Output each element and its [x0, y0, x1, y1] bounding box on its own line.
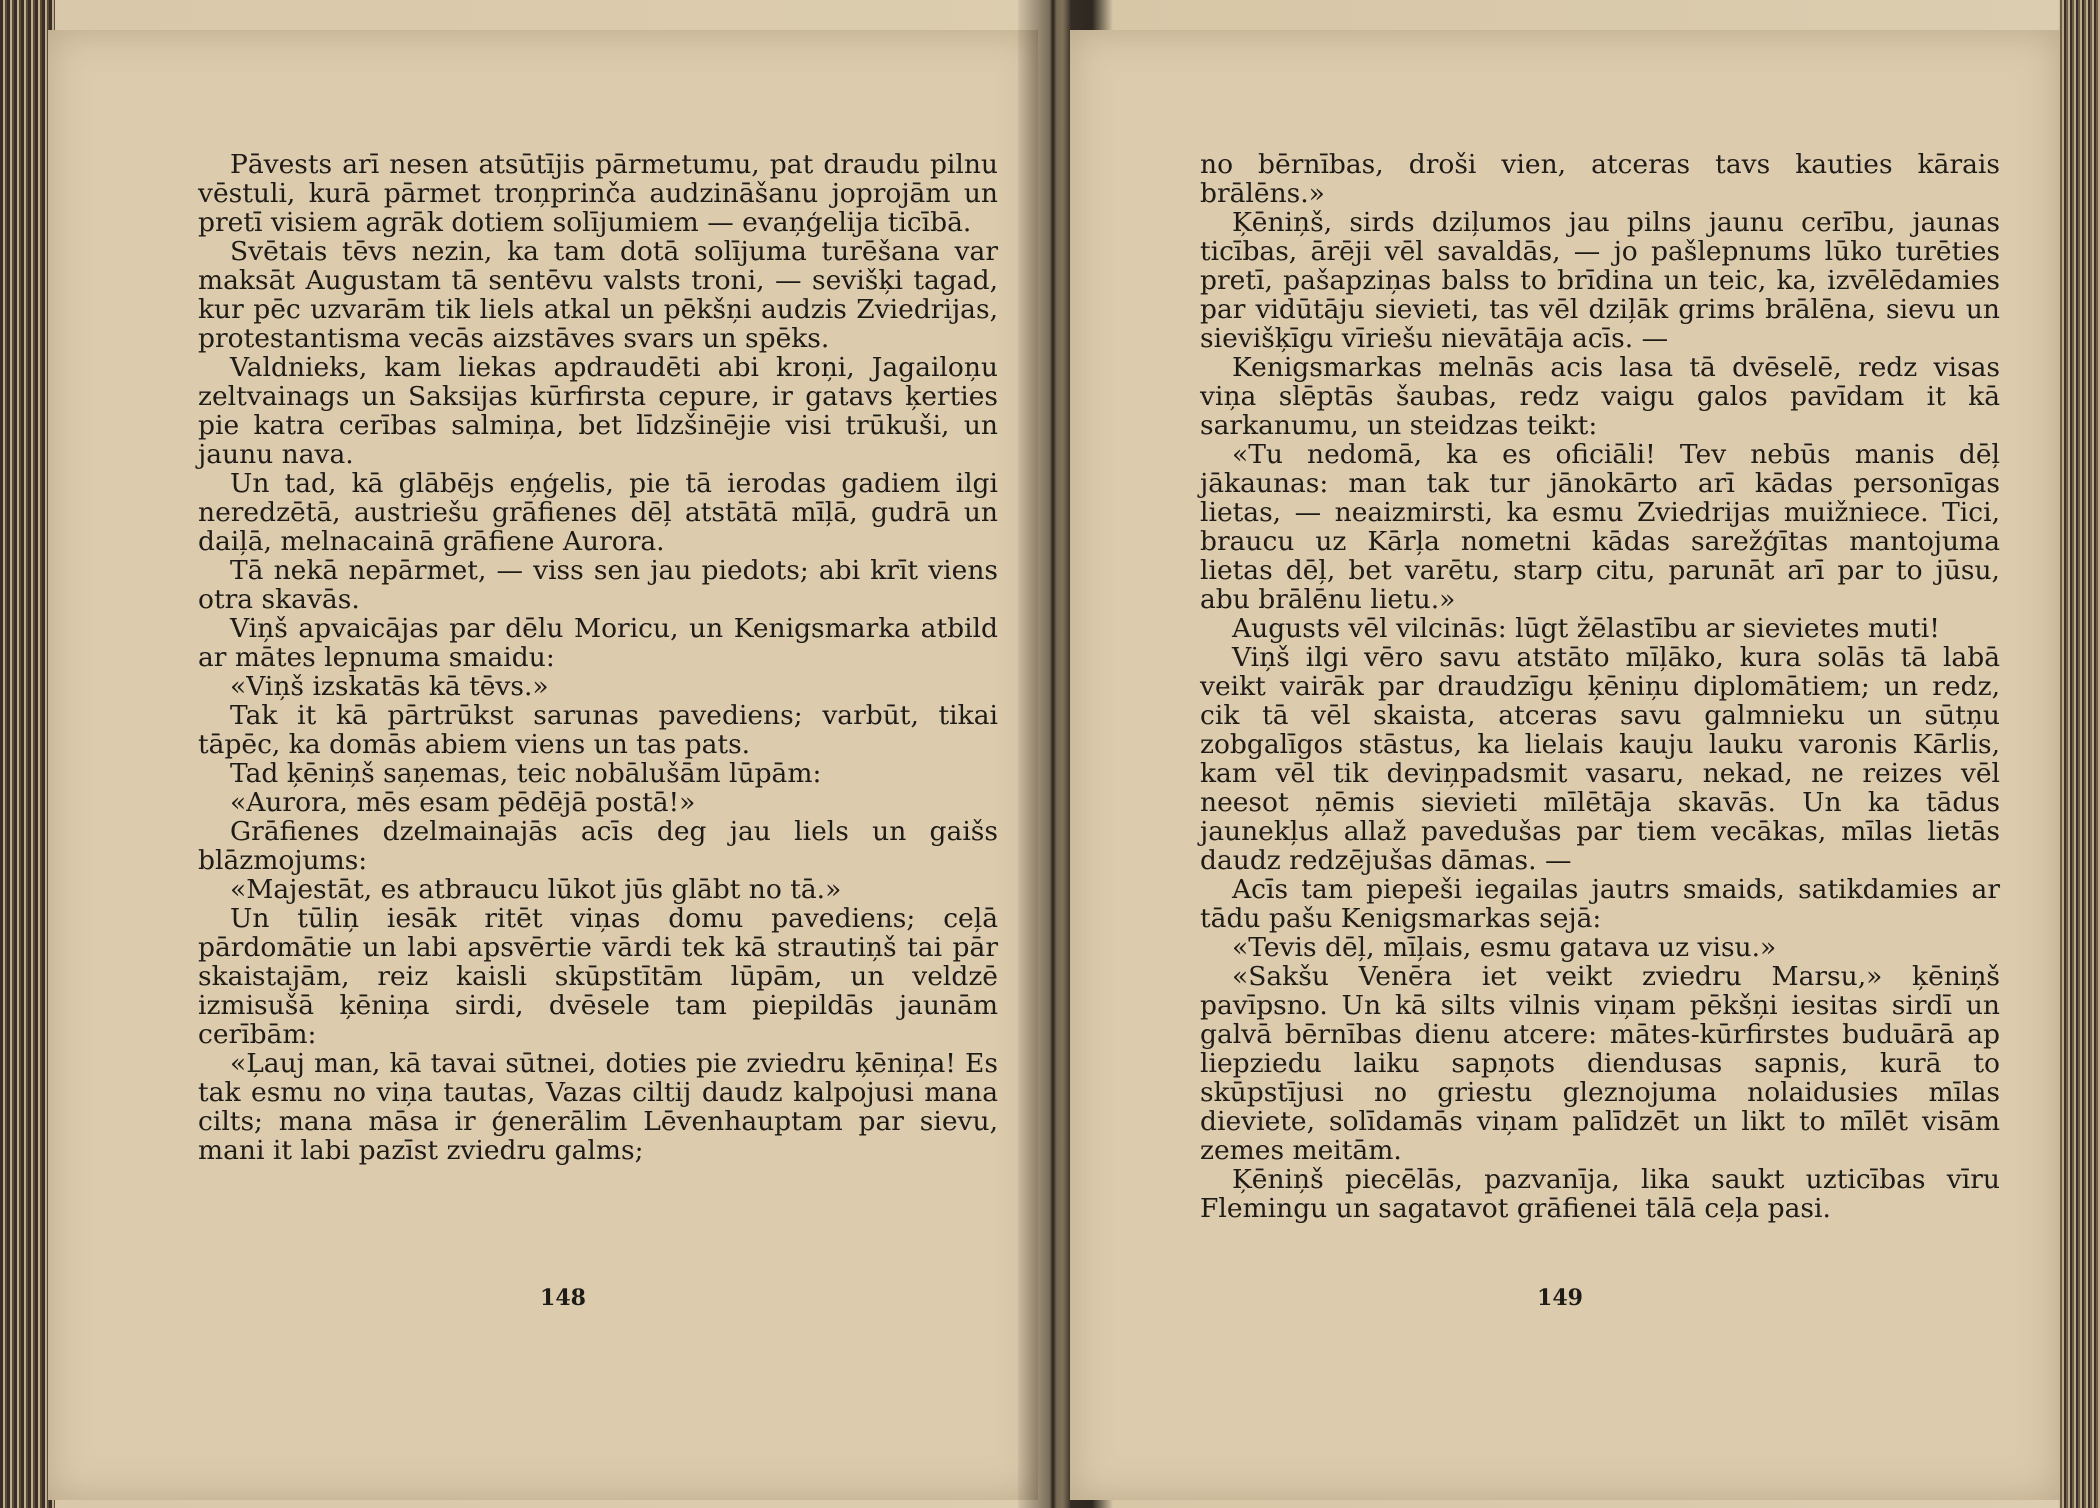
paragraph: Tad ķēniņš saņemas, teic nobālušām lūpām: [230, 758, 822, 789]
paragraph: Viņš apvaicājas par dēlu Moricu, un Kenigsmarka atbild ar mātes lepnuma smaidu: [198, 613, 998, 673]
paragraph: Acīs tam piepeši iegailas jautrs smaids, satikdamies ar tādu pašu Kenigsmarkas sejā: [1200, 874, 2000, 934]
paragraph: «Aurora, mēs esam pēdējā postā!» [230, 787, 696, 818]
paragraph: Valdnieks, kam liekas apdraudēti abi kroņi, Jagailoņu zeltvainags un Saksijas kūrfirsta cepure, ir gatavs ķerties pie katra cerības salmiņa, bet līdzšinējie visi trūkuši, un jaunu nava. [198, 352, 998, 470]
paragraph: Un tad, kā glābējs eņģelis, pie tā ierodas gadiem ilgi neredzētā, austriešu grāfienes dēļ atstātā mīļā, gudrā un daiļā, melnacainā grāfiene Aurora. [198, 468, 998, 557]
paragraph: «Sakšu Venēra iet veikt zviedru Marsu,» ķēniņš pavīpsno. Un kā silts vilnis viņam pēkšņi iesitas sirdī un galvā bērnības dienu atcere: mātes-kūrfirstes buduārā ap liepziedu laiku sapņots diendusas sapnis, kurā to skūpstījusi no griestu gleznojuma nolaidusies mīlas dieviete, solīdamās viņam palīdzēt un likt to mīlēt visām zemes meitām. [1200, 961, 2000, 1166]
paragraph: Augusts vēl vilcinās: lūgt žēlastību ar sievietes muti! [1232, 613, 1940, 644]
paragraph: Svētais tēvs nezin, ka tam dotā solījuma turēšana var maksāt Augustam tā sentēvu valsts troni, — sevišķi tagad, kur pēc uzvarām tik liels atkal un pēkšņi audzis Zviedrijas, protestantisma vecās aizstāves svars un spēks. [198, 236, 998, 354]
paragraph: «Ļauj man, kā tavai sūtnei, doties pie zviedru ķēniņa! Es tak esmu no viņa tautas, Vazas ciltij daudz kalpojusi mana cilts; mana māsa ir ģenerālim Lēvenhauptam par sievu, mani it labi pazīst zviedru galms; [198, 1048, 998, 1166]
paragraph: Viņš ilgi vēro savu atstāto mīļāko, kura solās tā labā veikt vairāk par draudzīgu ķēniņu diplomātiem; un redz, cik tā vēl skaista, atceras savu galmnieku un sūtņu zobgalīgos stāstus, ka lielais kauju lauku varonis Kārlis, kam vēl tik deviņpadsmit vasaru, nekad, ne reizes vēl neesot ņēmis sievieti mīlētāja skavās. Un ka tādus jaunekļus allaž pavedušas par tiem vecākas, mīlas lietās daudz redzējušas dāmas. — [1200, 642, 2000, 876]
paragraph: Kenigsmarkas melnās acis lasa tā dvēselē, redz visas viņa slēptās šaubas, redz vaigu galos pavīdam it kā sarkanumu, un steidzas teikt: [1200, 352, 2000, 441]
right-page [1070, 30, 2060, 1500]
paragraph: no bērnības, droši vien, atceras tavs kauties kārais brālēns.» [1200, 149, 2000, 209]
page-number: 148 [540, 1285, 586, 1311]
page-number: 149 [1537, 1285, 1583, 1311]
paragraph: «Majestāt, es atbraucu lūkot jūs glābt no tā.» [230, 874, 842, 905]
paragraph: «Tu nedomā, ka es oficiāli! Tev nebūs manis dēļ jākaunas: man tak tur jānokārto arī kādas personīgas lietas, — neaizmirsti, ka esmu Zviedrijas muižniece. Tici, braucu uz Kārļa nometni kādas sarežģītas mantojuma lietas dēļ, bet varētu, starp citu, parunāt arī par to jūsu, abu brālēnu lietu.» [1200, 439, 2000, 615]
paragraph: Grāfienes dzelmainajās acīs deg jau liels un gaišs blāzmojums: [198, 816, 998, 876]
paragraph: «Viņš izskatās kā tēvs.» [230, 671, 549, 702]
paragraph: Tā nekā nepārmet, — viss sen jau piedots; abi krīt viens otra skavās. [198, 555, 998, 615]
left-page-text [198, 150, 998, 1165]
paragraph: Ķēniņš piecēlās, pazvanīja, lika saukt uzticības vīru Flemingu un sagatavot grāfienei tālā ceļa pasi. [1200, 1164, 2000, 1224]
book-edge-right [2060, 0, 2100, 1508]
paragraph: Un tūliņ iesāk ritēt viņas domu pavediens; ceļā pārdomātie un labi apsvērtie vārdi tek kā strautiņš tai pār skaistajām, reiz kaisli skūpstītām lūpām, un veldzē izmisušā ķēniņa sirdi, dvēsele tam piepildās jaunām cerībām: [198, 903, 998, 1050]
paragraph: Pāvests arī nesen atsūtījis pārmetumu, pat draudu pilnu vēstuli, kurā pārmet troņprinča audzināšanu joprojām un pretī visiem agrāk dotiem solījumiem — evaņģelija ticībā. [198, 149, 998, 238]
paragraph: Ķēniņš, sirds dziļumos jau pilns jaunu cerību, jaunas ticības, ārēji vēl savaldās, — jo pašlepnums lūko turēties pretī, pašapziņas balss to brīdina un teic, ka, izvēlēdamies par vidūtāju sievieti, tas vēl dziļāk grims brālēna, sievu un sievišķīgu vīriešu nievātāja acīs. — [1200, 207, 2000, 354]
paragraph: «Tevis dēļ, mīļais, esmu gatava uz visu.» [1232, 932, 1777, 963]
paragraph: Tak it kā pārtrūkst sarunas pavediens; varbūt, tikai tāpēc, ka domās abiem viens un tas pats. [198, 700, 998, 760]
right-page-text [1200, 150, 2000, 1223]
book-edge-left [0, 0, 55, 1508]
left-page [48, 30, 1038, 1500]
